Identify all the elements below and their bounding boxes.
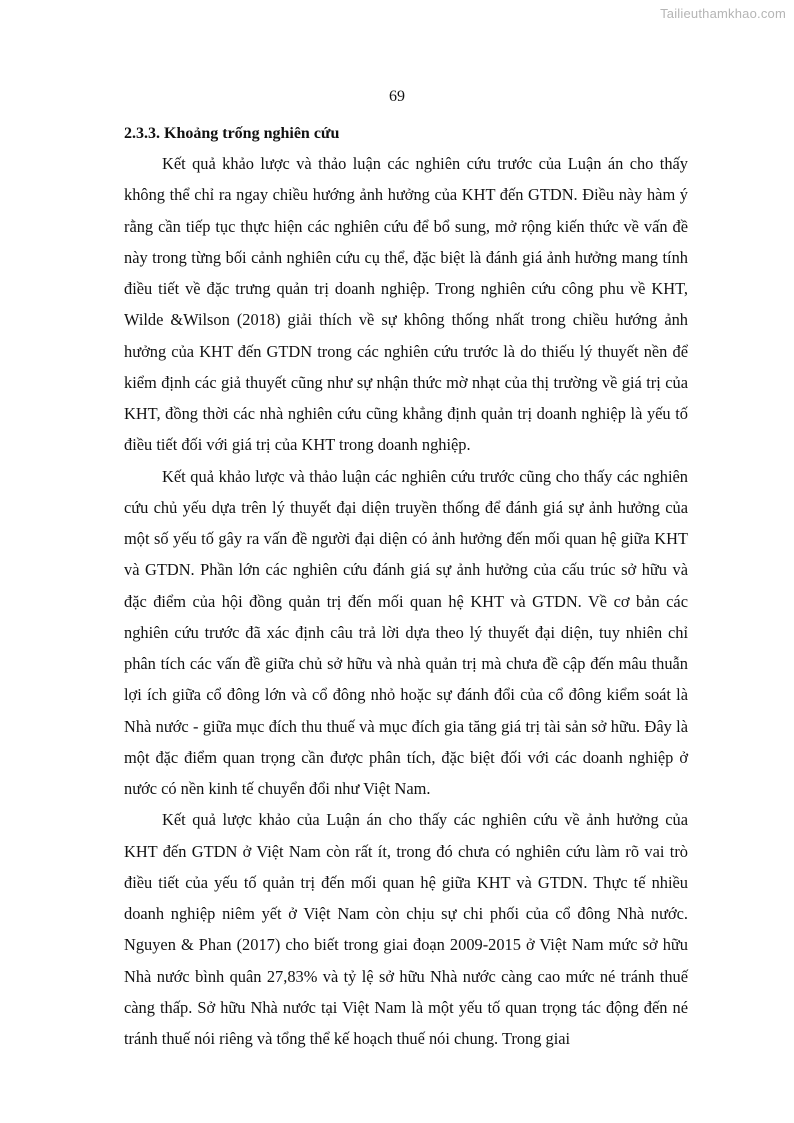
- page-number: 69: [389, 88, 405, 105]
- paragraph-1: Kết quả khảo lược và thảo luận các nghiên cứu trước của Luận án cho thấy không thể chỉ ra ngay chiều hướng ảnh hưởng của KHT đến GTDN. Điều này hàm ý rằng cần tiếp tục thực hiện các nghiên cứu để bổ sung, mở rộng kiến thức về vấn đề này trong từng bối cảnh nghiên cứu cụ thể, đặc biệt là đánh giá ảnh hưởng mang tính điều tiết về đặc trưng quản trị doanh nghiệp. Trong nghiên cứu công phu về KHT, Wilde &Wilson (2018) giải thích về sự không thống nhất trong chiều hướng ảnh hưởng của KHT đến GTDN trong các nghiên cứu trước là do thiếu lý thuyết nền để kiểm định các giả thuyết cũng như sự nhận thức mờ nhạt của thị trường về giá trị của KHT, đồng thời các nhà nghiên cứu cũng khẳng định quản trị doanh nghiệp là yếu tố điều tiết đối với giá trị của KHT trong doanh nghiệp.: [124, 154, 688, 455]
- section-heading: 2.3.3. Khoảng trống nghiên cứu: [124, 125, 340, 142]
- paragraph-2: Kết quả khảo lược và thảo luận các nghiên cứu trước cũng cho thấy các nghiên cứu chủ yếu dựa trên lý thuyết đại diện truyền thống để đánh giá sự ảnh hưởng của một số yếu tố gây ra vấn đề người đại diện có ảnh hưởng đến mối quan hệ giữa KHT và GTDN. Phần lớn các nghiên cứu đánh giá sự ảnh hưởng của cấu trúc sở hữu và đặc điểm của hội đồng quản trị đến mối quan hệ KHT và GTDN. Về cơ bản các nghiên cứu trước đã xác định câu trả lời dựa theo lý thuyết đại diện, tuy nhiên chỉ phân tích các vấn đề giữa chủ sở hữu và nhà quản trị mà chưa đề cập đến mâu thuẫn lợi ích giữa cổ đông lớn và cổ đông nhỏ hoặc sự đánh đổi của cổ đông kiểm soát là Nhà nước - giữa mục đích thu thuế và mục đích gia tăng giá trị tài sản sở hữu. Đây là một đặc điểm quan trọng cần được phân tích, đặc biệt đối với các doanh nghiệp ở nước có nền kinh tế chuyển đổi như Việt Nam.: [124, 466, 688, 798]
- paragraph-3: Kết quả lược khảo của Luận án cho thấy các nghiên cứu về ảnh hưởng của KHT đến GTDN ở Việt Nam còn rất ít, trong đó chưa có nghiên cứu làm rõ vai trò điều tiết của yếu tố quản trị đến mối quan hệ giữa KHT và GTDN. Thực tế nhiều doanh nghiệp niêm yết ở Việt Nam còn chịu sự chi phối của cổ đông Nhà nước. Nguyen & Phan (2017) cho biết trong giai đoạn 2009-2015 ở Việt Nam mức sở hữu Nhà nước bình quân 27,83% và tỷ lệ sở hữu Nhà nước càng cao mức né tránh thuế càng thấp. Sở hữu Nhà nước tại Việt Nam là một yếu tố quan trọng tác động đến né tránh thuế nói riêng và tổng thể kế hoạch thuế nói chung. Trong giai: [124, 810, 688, 1048]
- document-body: [124, 119, 688, 1054]
- watermark: Tailieuthamkhao.com: [660, 6, 786, 21]
